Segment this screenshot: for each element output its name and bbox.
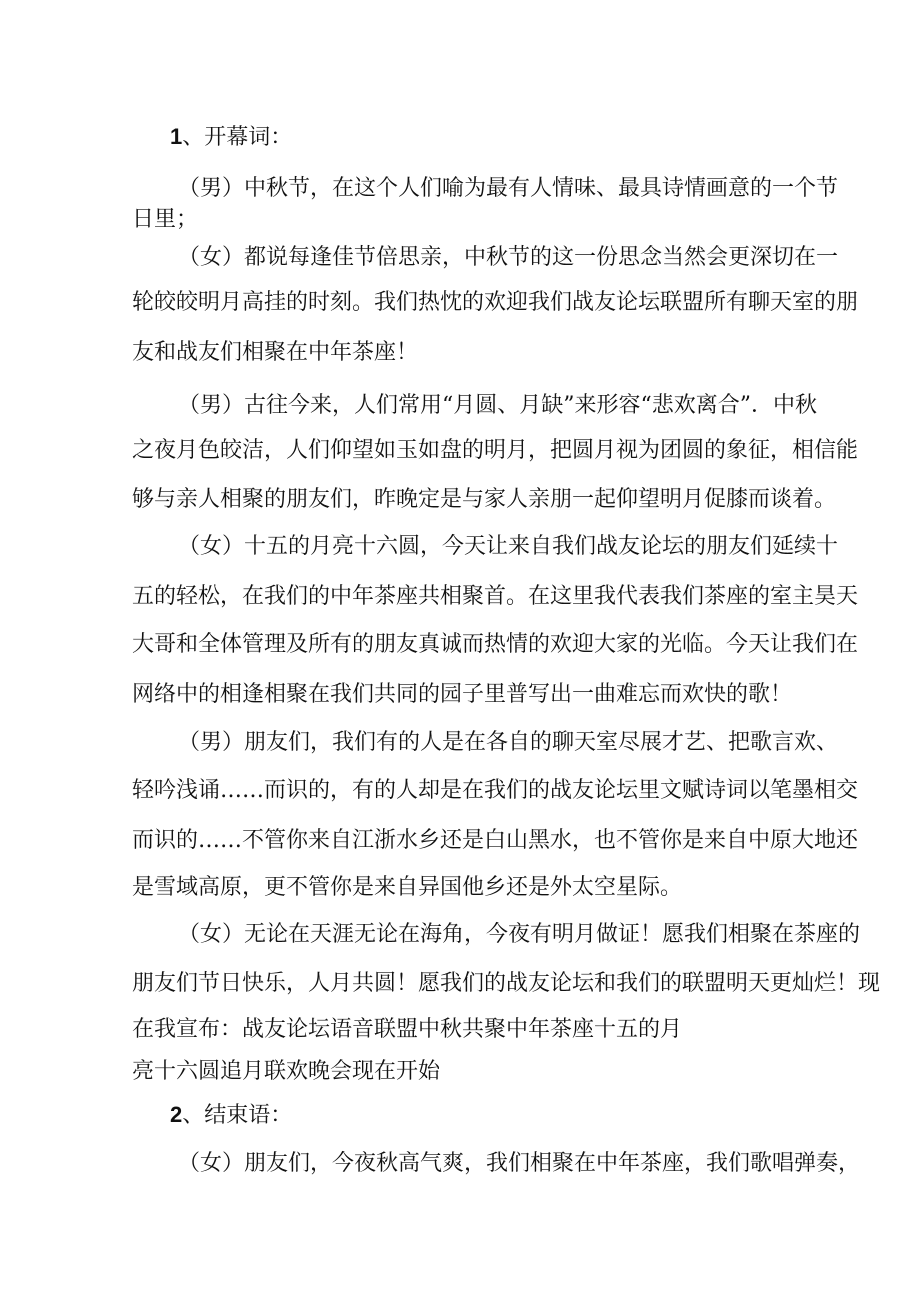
- paragraph-line: （男）中秋节，在这个人们喻为最有人情味、最具诗情画意的一个节: [178, 176, 839, 201]
- section-number: 1: [170, 124, 183, 149]
- paragraph-line: （女）都说每逢佳节倍思亲，中秋节的这一份思念当然会更深切在一: [178, 245, 839, 270]
- paragraph-line: 朋友们节日快乐，人月共圆！愿我们的战友论坛和我们的联盟明天更灿烂！现: [132, 971, 881, 996]
- paragraph-line: （女）无论在天涯无论在海角，今夜有明月做证！愿我们相聚在茶座的: [178, 922, 861, 947]
- paragraph-line: 轻吟浅诵……而识的，有的人却是在我们的战友论坛里文赋诗词以笔墨相交: [132, 778, 859, 803]
- paragraph-line: 亮十六圆追月联欢晚会现在开始: [132, 1059, 441, 1084]
- paragraph-line: 轮皎皎明月高挂的时刻。我们热忱的欢迎我们战友论坛联盟所有聊天室的朋: [132, 290, 859, 315]
- section-heading-closing: [170, 1100, 920, 1131]
- section-heading-opening: [170, 122, 920, 153]
- paragraph-line: 是雪域高原，更不管你是来自异国他乡还是外太空星际。: [132, 875, 683, 900]
- paragraph-line: 日里；: [132, 207, 199, 232]
- paragraph-line: （男）古往今来，人们常用“月圆、月缺”来形容“悲欢离合”．中秋: [178, 393, 817, 418]
- paragraph-line: 五的轻松，在我们的中年茶座共相聚首。在这里我代表我们茶座的室主昊天: [132, 584, 859, 609]
- paragraph-line: （女）朋友们，今夜秋高气爽，我们相聚在中年茶座，我们歌唱弹奏，: [178, 1151, 861, 1176]
- paragraph-line: 之夜月色皎洁，人们仰望如玉如盘的明月，把圆月视为团圆的象征，相信能: [132, 438, 859, 463]
- paragraph-line: （女）十五的月亮十六圆，今天让来自我们战友论坛的朋友们延续十: [178, 534, 839, 559]
- paragraph-line: 在我宣布：战友论坛语音联盟中秋共聚中年茶座十五的月: [132, 1017, 683, 1042]
- paragraph-line: 大哥和全体管理及所有的朋友真诚而热情的欢迎大家的光临。今天让我们在: [132, 632, 859, 657]
- section-title: 、结束语：: [182, 1103, 293, 1128]
- section-number: 2: [170, 1102, 183, 1127]
- paragraph-line: （男）朋友们，我们有的人是在各自的聊天室尽展才艺、把歌言欢、: [178, 730, 839, 755]
- paragraph-line: 友和战友们相聚在中年茶座！: [132, 340, 419, 365]
- paragraph-line: 而识的……不管你来自江浙水乡还是白山黑水，也不管你是来自中原大地还: [132, 828, 859, 853]
- paragraph-line: 网络中的相逢相聚在我们共同的园子里普写出一曲难忘而欢快的歌！: [132, 682, 793, 707]
- paragraph-line: 够与亲人相聚的朋友们，昨晚定是与家人亲朋一起仰望明月促膝而谈着。: [132, 487, 837, 512]
- section-title: 、开幕词：: [182, 125, 293, 150]
